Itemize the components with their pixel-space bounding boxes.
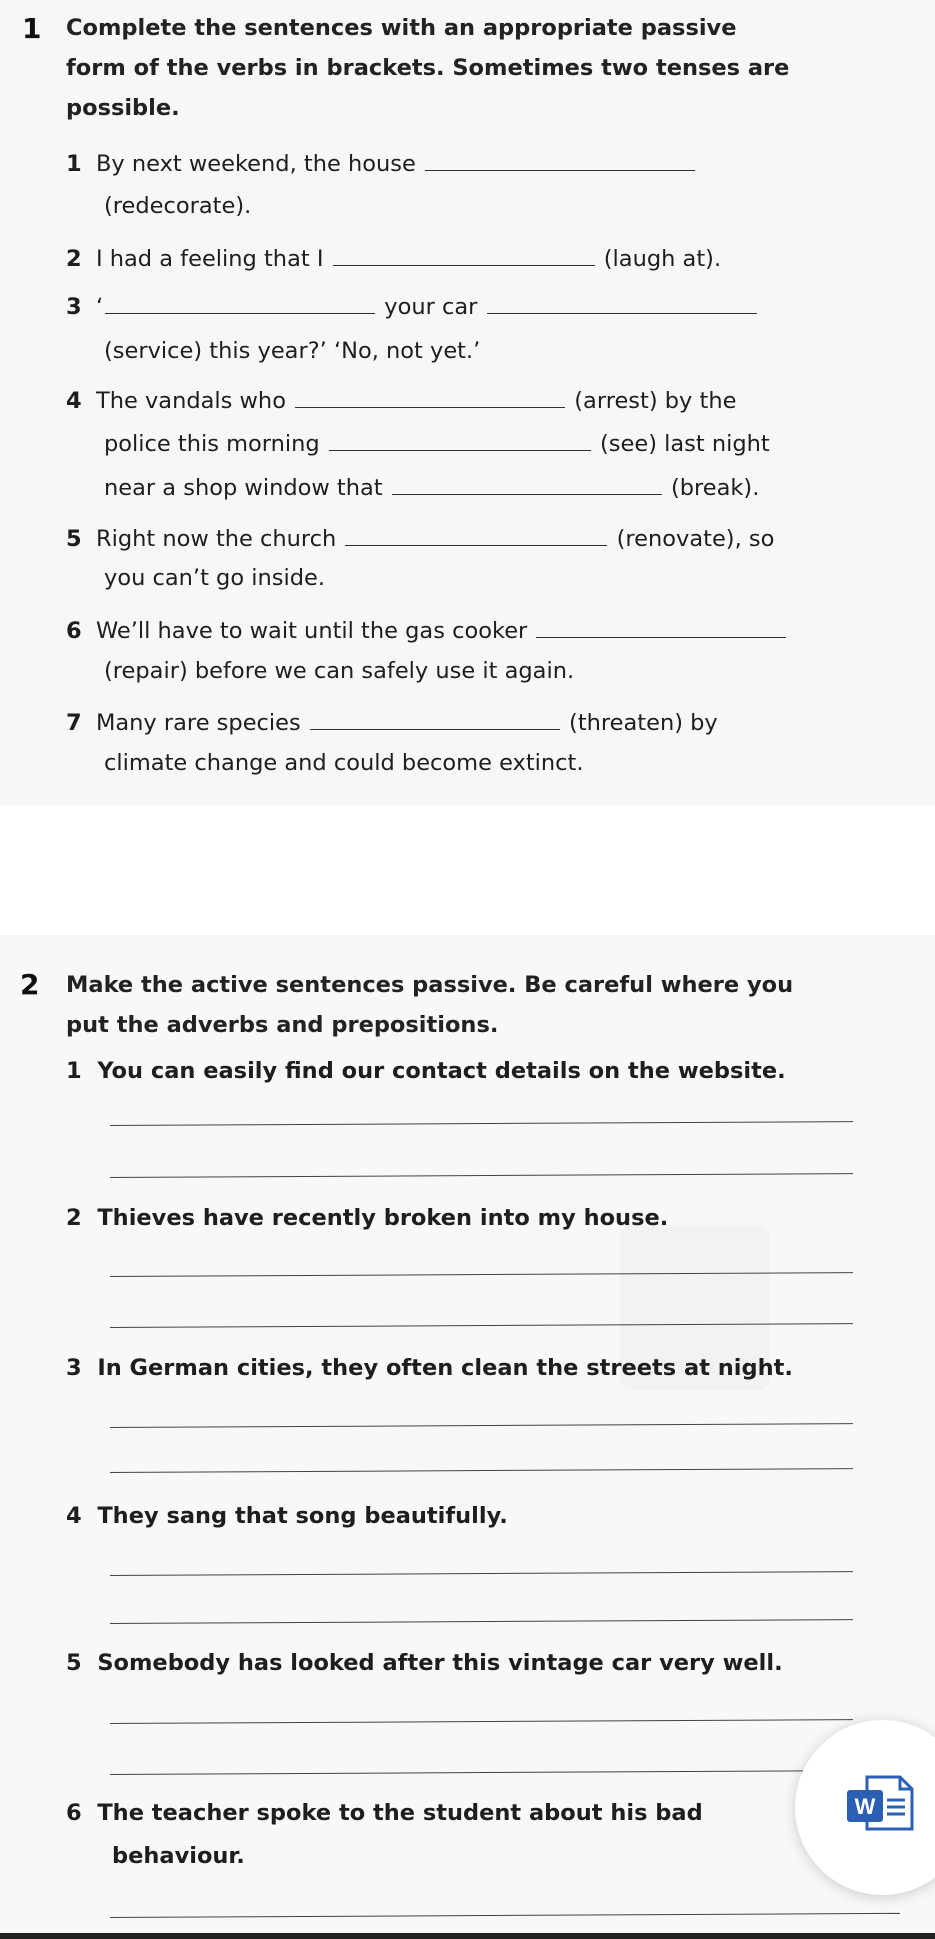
ex2-item-1 <box>66 1058 786 1084</box>
item-text: your car <box>384 294 478 320</box>
item-number: 3 <box>66 294 82 320</box>
exercise-2-instruction <box>66 965 793 1045</box>
ex1-item-5 <box>66 523 774 552</box>
ex1-item-4-line-3 <box>104 472 759 501</box>
page-gap <box>0 805 935 935</box>
ex2-item-2 <box>66 1205 668 1231</box>
answer-blank[interactable] <box>105 291 375 314</box>
exercise-1-number: 1 <box>22 12 42 45</box>
exercise-1-instruction <box>66 8 789 128</box>
exercise-2-scan <box>0 935 935 1939</box>
exercise-2-number: 2 <box>20 968 40 1001</box>
ex2-item-5 <box>66 1650 783 1676</box>
answer-blank[interactable] <box>345 523 607 546</box>
item-number: 1 <box>66 1058 82 1084</box>
answer-blank[interactable] <box>329 428 591 451</box>
ex1-item-7-cont: climate change and could become extinct. <box>104 750 584 776</box>
answer-blank[interactable] <box>536 615 786 638</box>
item-text: police this morning <box>104 431 320 457</box>
instruction-line-1: Make the active sentences passive. Be careful where you <box>66 972 794 998</box>
ex2-item-6-cont: behaviour. <box>112 1843 245 1869</box>
item-text: ‘ <box>95 294 104 320</box>
instruction-line-1: Complete the sentences with an appropriate passive <box>66 15 737 41</box>
answer-blank[interactable] <box>392 472 662 495</box>
item-hint: (renovate), so <box>616 526 775 552</box>
ex1-item-1-cont: (redecorate). <box>104 193 252 219</box>
word-document-icon <box>845 1774 915 1832</box>
instruction-line-2: put the adverbs and prepositions. <box>66 1012 499 1038</box>
item-text: By next weekend, the house <box>95 151 416 177</box>
ex1-item-6-cont: (repair) before we can safely use it again. <box>104 658 575 684</box>
item-number: 6 <box>66 1800 82 1826</box>
ex1-item-5-cont: you can’t go inside. <box>104 565 326 591</box>
ex2-item-3 <box>66 1355 793 1381</box>
item-sentence: Thieves have recently broken into my house. <box>97 1205 669 1231</box>
item-hint: (laugh at). <box>603 246 722 272</box>
item-sentence: The teacher spoke to the student about his bad <box>97 1800 703 1826</box>
item-number: 7 <box>66 710 82 736</box>
item-text: Many rare species <box>95 710 301 736</box>
ex1-item-3 <box>66 291 759 320</box>
instruction-line-3: possible. <box>66 95 180 121</box>
answer-blank[interactable] <box>310 707 560 730</box>
item-hint: (see) last night <box>600 431 770 457</box>
item-number: 6 <box>66 618 82 644</box>
bottom-edge <box>0 1933 935 1939</box>
ex1-item-3-cont: (service) this year?’ ‘No, not yet.’ <box>104 338 481 364</box>
instruction-line-2: form of the verbs in brackets. Sometimes two tenses are <box>66 55 790 81</box>
ex1-item-4-line-2 <box>104 428 770 457</box>
ex1-item-7 <box>66 707 718 736</box>
item-text: near a shop window that <box>104 475 383 501</box>
item-hint: (threaten) by <box>569 710 718 736</box>
item-number: 4 <box>66 388 82 414</box>
item-text: Right now the church <box>95 526 337 552</box>
item-hint: (arrest) by the <box>574 388 737 414</box>
answer-blank[interactable] <box>487 291 757 314</box>
item-number: 5 <box>66 526 82 552</box>
item-text: The vandals who <box>95 388 286 414</box>
item-text: We’ll have to wait until the gas cooker <box>95 618 528 644</box>
item-text: I had a feeling that I <box>95 246 324 272</box>
item-number: 2 <box>66 1205 82 1231</box>
ex1-item-4 <box>66 385 736 414</box>
item-sentence: In German cities, they often clean the streets at night. <box>97 1355 793 1381</box>
ex2-item-6 <box>66 1800 703 1826</box>
ex1-item-6 <box>66 615 788 644</box>
answer-blank[interactable] <box>333 243 595 266</box>
item-number: 1 <box>66 151 82 177</box>
ex2-item-4 <box>66 1503 508 1529</box>
answer-blank[interactable] <box>425 148 695 171</box>
item-sentence: You can easily find our contact details on the website. <box>97 1058 786 1084</box>
item-sentence: They sang that song beautifully. <box>97 1503 508 1529</box>
item-number: 2 <box>66 246 82 272</box>
item-sentence: Somebody has looked after this vintage car very well. <box>97 1650 783 1676</box>
item-number: 3 <box>66 1355 82 1381</box>
item-number: 5 <box>66 1650 82 1676</box>
ex1-item-1 <box>66 148 697 177</box>
item-hint: (break). <box>670 475 760 501</box>
item-number: 4 <box>66 1503 82 1529</box>
ex1-item-2 <box>66 243 721 272</box>
word-letter: W <box>854 1794 876 1819</box>
answer-blank[interactable] <box>295 385 565 408</box>
